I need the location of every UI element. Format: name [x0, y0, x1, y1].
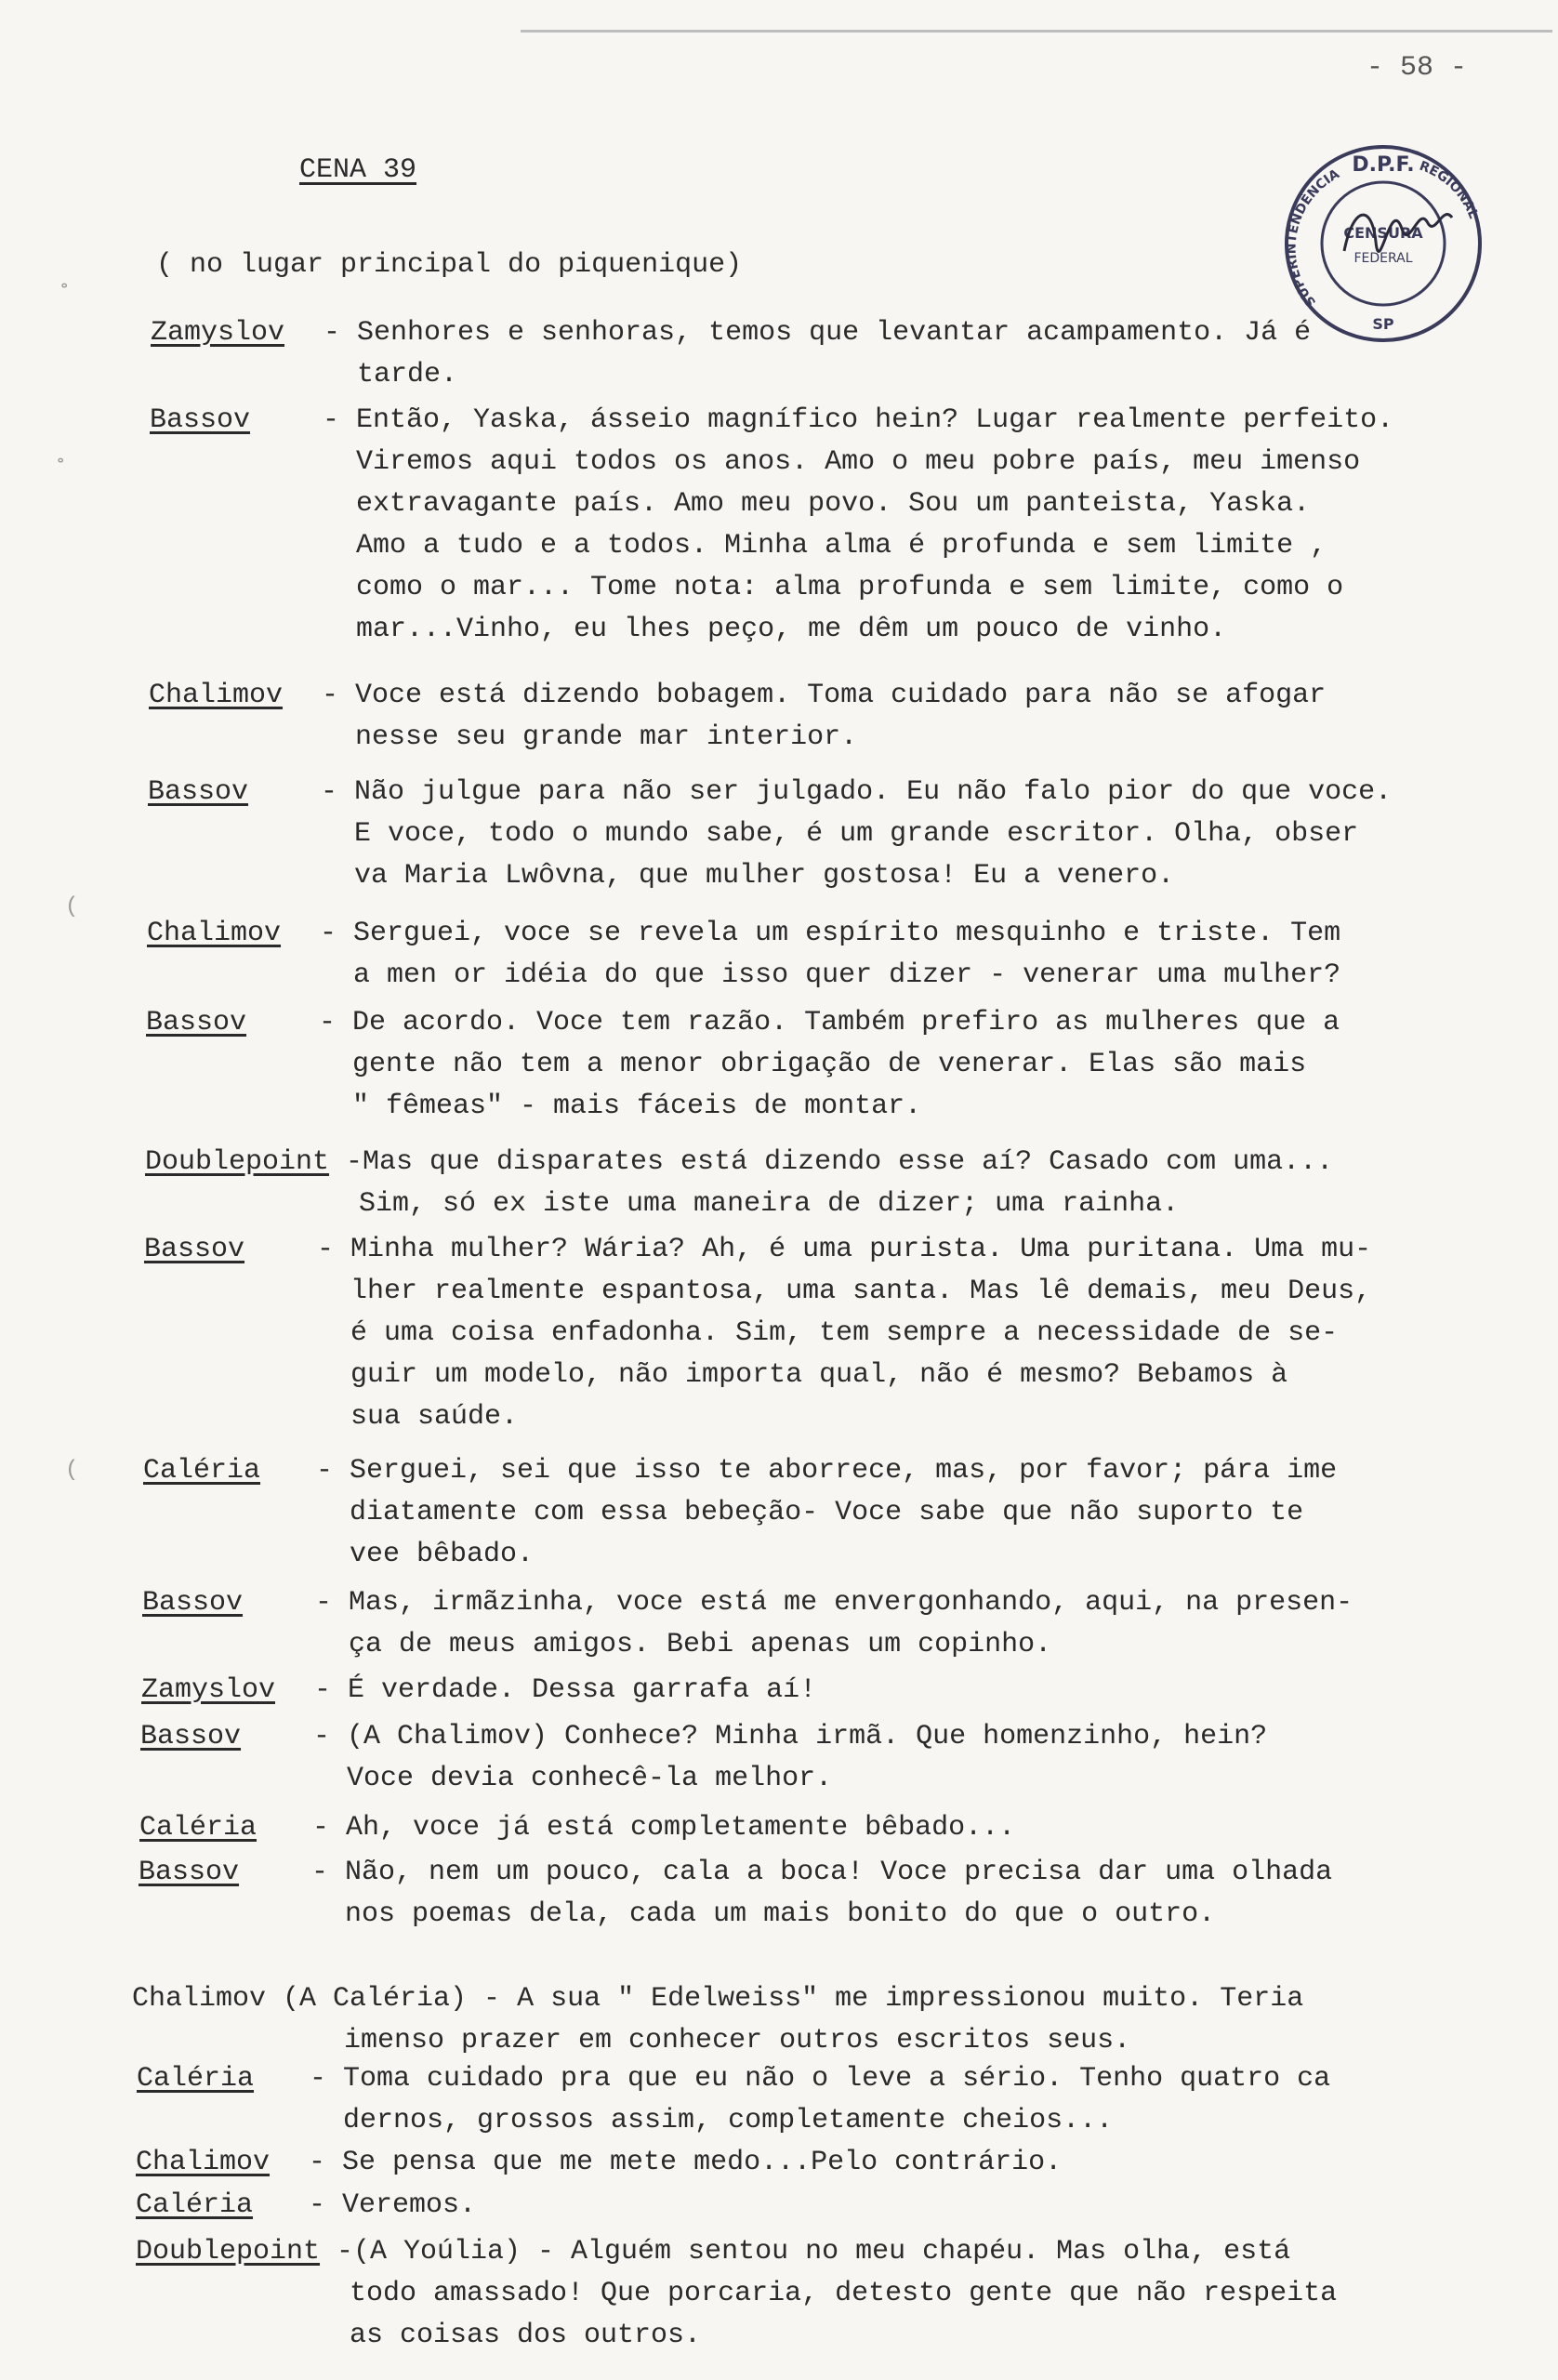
- speech-text: [311, 1852, 1332, 1936]
- speech-text: [316, 1450, 1337, 1576]
- speaker-label: Bassov: [146, 1007, 247, 1038]
- speech-line: nesse seu grande mar interior.: [355, 721, 858, 753]
- speech-text: [309, 2142, 1062, 2184]
- speech-text: [320, 913, 1340, 997]
- speech-text: [315, 1582, 1353, 1666]
- speech-text: [337, 2231, 1337, 2357]
- speaker-label: Bassov: [150, 404, 251, 436]
- margin-mark: (: [65, 894, 79, 919]
- speaker-label: Caléria: [143, 1455, 261, 1487]
- speech-line: gente não tem a menor obrigação de venerar. Elas são mais: [352, 1049, 1307, 1080]
- speaker-label: Chalimov: [149, 680, 284, 711]
- speech-text: [321, 772, 1392, 897]
- speech-line: tarde.: [357, 359, 458, 390]
- stamp-right-text: REGIONAL: [1417, 158, 1481, 221]
- speaker-name: [140, 1716, 241, 1758]
- speech-line: - (A Chalimov) Conhece? Minha irmã. Que homenzinho, hein?: [313, 1721, 1268, 1752]
- speaker-name: [141, 1670, 275, 1712]
- speech-line: - Ah, voce já está completamente bêbado...: [312, 1812, 1016, 1844]
- speaker-label: Bassov: [139, 1857, 240, 1888]
- speech-line: as coisas dos outros.: [350, 2320, 702, 2351]
- speaker-name: [137, 2058, 254, 2100]
- speech-line: Viremos aqui todos os anos. Amo o meu pobre país, meu imenso: [356, 446, 1361, 478]
- speech-line: imenso prazer em conhecer outros escritos seus.: [344, 2025, 1131, 2056]
- speaker-label: Zamyslov: [151, 317, 285, 349]
- page-number: - 58 -: [1367, 52, 1468, 84]
- speech-line: Voce devia conhecê-la melhor.: [347, 1763, 833, 1794]
- speaker-name: [136, 2185, 253, 2227]
- speech-line: a men or idéia do que isso quer dizer - venerar uma mulher?: [353, 959, 1341, 991]
- speech-text: [323, 400, 1393, 651]
- speech-text: [309, 2185, 476, 2227]
- speech-line: nos poemas dela, cada um mais bonito do que o outro.: [345, 1898, 1216, 1930]
- speaker-name: [136, 2142, 270, 2184]
- speech-line: - Se pensa que me mete medo...Pelo contrário.: [309, 2147, 1063, 2178]
- speaker-name: [146, 1002, 246, 1044]
- speech-line: - É verdade. Dessa garrafa aí!: [314, 1674, 817, 1706]
- margin-mark: (: [65, 1458, 79, 1483]
- speaker-name: [136, 2231, 320, 2273]
- speech-line: - Mas, irmãzinha, voce está me envergonhando, aqui, na presen-: [315, 1587, 1353, 1619]
- speaker-label: Doublepoint: [136, 2236, 321, 2268]
- speaker-name: [148, 772, 248, 813]
- speech-line: Amo a tudo e a todos. Minha alma é profunda e sem limite ,: [356, 530, 1327, 562]
- speaker-name: [139, 1852, 239, 1894]
- speech-line: diatamente com essa bebeção- Voce sabe que não suporto te: [350, 1497, 1304, 1528]
- speaker-label: Doublepoint: [145, 1146, 330, 1178]
- speech-line: - De acordo. Voce tem razão. Também prefiro as mulheres que a: [319, 1007, 1340, 1038]
- speaker-name: [149, 675, 283, 717]
- speaker-name: [150, 400, 250, 442]
- speech-text: [346, 1142, 1333, 1225]
- speech-line: sua saúde.: [350, 1401, 519, 1433]
- speaker-name: [151, 312, 284, 354]
- speaker-label: Bassov: [140, 1721, 242, 1752]
- speech-line: Sim, só ex iste uma maneira de dizer; uma rainha.: [359, 1188, 1180, 1220]
- stamp-bottom-text: SP: [1372, 315, 1394, 333]
- speech-line: - Senhores e senhoras, temos que levantar acampamento. Já é: [323, 317, 1312, 349]
- speech-text: [322, 675, 1326, 759]
- speech-line: -Mas que disparates está dizendo esse aí? Casado com uma...: [346, 1146, 1334, 1178]
- speech-line: va Maria Lwôvna, que mulher gostosa! Eu a venero.: [354, 860, 1175, 892]
- speaker-label: Chalimov: [147, 918, 282, 949]
- speaker-name: [143, 1450, 260, 1492]
- speech-line: - Serguei, voce se revela um espírito mesquinho e triste. Tem: [320, 918, 1341, 949]
- speech-text: [323, 312, 1311, 396]
- speech-text: [312, 1807, 1015, 1849]
- stamp-center-line2: FEDERAL: [1353, 251, 1413, 266]
- speech-text: [317, 1229, 1371, 1438]
- top-rule: [521, 30, 1552, 33]
- svg-text:REGIONAL: [1418, 159, 1481, 221]
- speech-line: extravagante país. Amo meu povo. Sou um panteista, Yaska.: [356, 488, 1311, 520]
- speech-text: [319, 1002, 1340, 1128]
- stamp-left-text: SUPERINTENDÊNCIA: [1284, 166, 1342, 310]
- speech-line: - Toma cuidado pra que eu não o leve a sério. Tenho quatro ca: [310, 2063, 1331, 2095]
- speaker-label: Caléria: [136, 2189, 254, 2221]
- speech-line: Chalimov (A Caléria) - A sua " Edelweiss" me impressionou muito. Teria: [132, 1983, 1304, 2015]
- speech-line: lher realmente espantosa, uma santa. Mas lê demais, meu Deus,: [350, 1276, 1372, 1307]
- speech-line: - Veremos.: [309, 2189, 477, 2221]
- speech-line: - Minha mulher? Wária? Ah, é uma purista. Uma puritana. Uma mu-: [317, 1234, 1372, 1265]
- speech-line: " fêmeas" - mais fáceis de montar.: [352, 1091, 922, 1122]
- scene-setting: ( no lugar principal do piquenique): [156, 249, 743, 281]
- speech-line: E voce, todo o mundo sabe, é um grande escritor. Olha, obser: [354, 818, 1359, 850]
- speech-line: vee bêbado.: [350, 1539, 535, 1570]
- speech-text: [313, 1716, 1267, 1800]
- speech-line: -(A Yoúlia) - Alguém sentou no meu chapéu. Mas olha, está: [337, 2236, 1291, 2268]
- speaker-label: Bassov: [142, 1587, 244, 1619]
- speaker-label: Caléria: [139, 1812, 257, 1844]
- speaker-label: Caléria: [137, 2063, 255, 2095]
- speaker-label: Bassov: [148, 776, 249, 808]
- speaker-label: Zamyslov: [141, 1674, 276, 1706]
- speaker-name: [144, 1229, 244, 1271]
- speaker-name: [142, 1582, 243, 1624]
- speaker-name: [147, 913, 281, 955]
- speaker-label: Chalimov: [136, 2147, 271, 2178]
- speech-text: [314, 1670, 816, 1712]
- margin-mark: ˚: [54, 457, 68, 483]
- speech-line: guir um modelo, não importa qual, não é mesmo? Bebamos à: [350, 1359, 1288, 1391]
- speech-line: mar...Vinho, eu lhes peço, me dêm um pouco de vinho.: [356, 614, 1227, 645]
- stamp-center-line1: CENSURA: [1343, 224, 1423, 242]
- speech-line: ça de meus amigos. Bebi apenas um copinho.: [349, 1629, 1052, 1660]
- margin-mark: ˚: [58, 283, 72, 308]
- speaker-label: Bassov: [144, 1234, 245, 1265]
- svg-text:SUPERINTENDÊNCIA: [1285, 166, 1342, 310]
- speech-line: - Não julgue para não ser julgado. Eu não falo pior do que voce.: [321, 776, 1393, 808]
- speech-text: [310, 2058, 1330, 2142]
- speech-line: dernos, grossos assim, completamente cheios...: [343, 2105, 1114, 2136]
- speech-line: todo amassado! Que porcaria, detesto gente que não respeita: [350, 2278, 1338, 2309]
- speech-line: é uma coisa enfadonha. Sim, tem sempre a necessidade de se-: [350, 1317, 1339, 1349]
- speech-line: - Não, nem um pouco, cala a boca! Voce precisa dar uma olhada: [311, 1857, 1333, 1888]
- speech-line: - Então, Yaska, ásseio magnífico hein? Lugar realmente perfeito.: [323, 404, 1394, 436]
- speech-line: como o mar... Tome nota: alma profunda e sem limite, como o: [356, 572, 1344, 603]
- stamp-top-text: D.P.F.: [1352, 153, 1415, 177]
- speaker-name: [145, 1142, 329, 1183]
- speech-line: - Voce está dizendo bobagem. Toma cuidado para não se afogar: [322, 680, 1327, 711]
- speaker-name: [139, 1807, 257, 1849]
- speech-line: - Serguei, sei que isso te aborrece, mas, por favor; pára ime: [316, 1455, 1338, 1487]
- speech-text: [132, 1978, 1303, 2062]
- scene-title: CENA 39: [299, 154, 417, 186]
